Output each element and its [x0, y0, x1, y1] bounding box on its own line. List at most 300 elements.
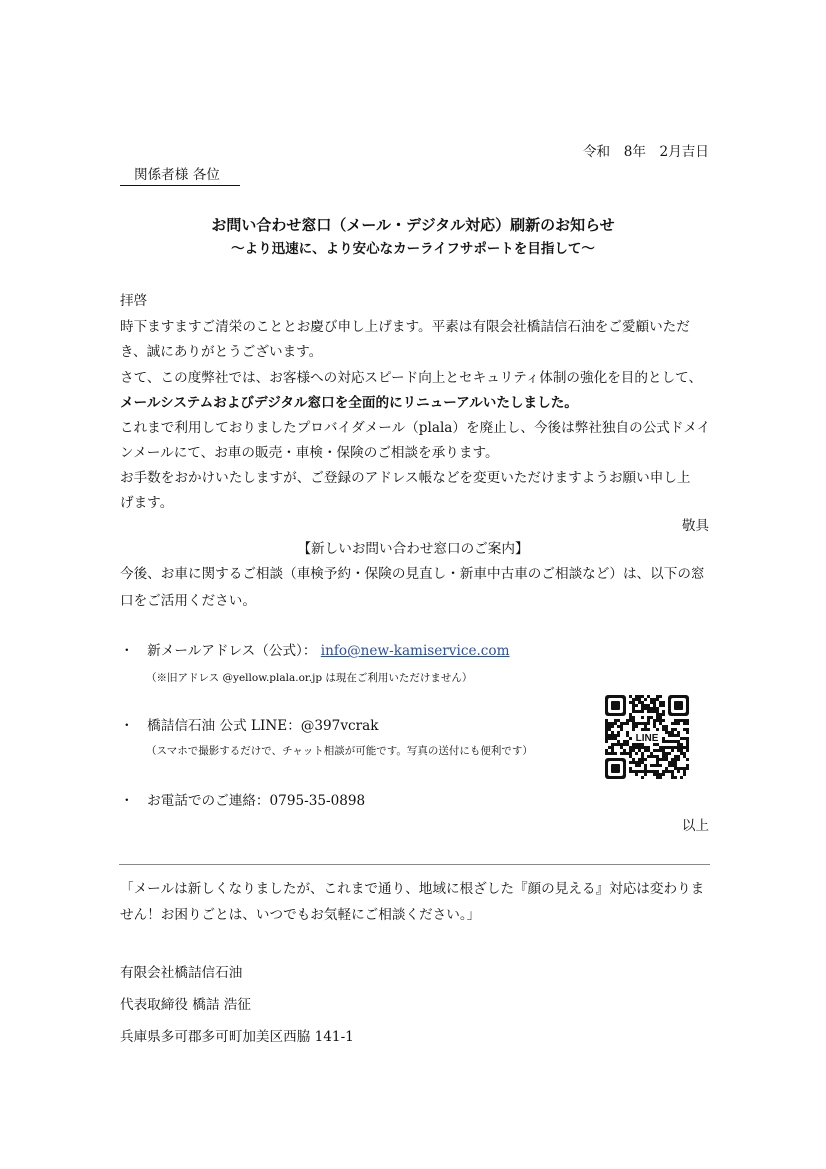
- qr-module: [665, 758, 668, 761]
- qr-module: [650, 698, 653, 701]
- qr-module: [665, 767, 668, 770]
- qr-module: [635, 773, 638, 776]
- qr-module: [671, 749, 674, 752]
- body-line: き、誠にありがとうございます。: [120, 344, 323, 360]
- end-mark: 以上: [681, 818, 709, 834]
- qr-module: [623, 749, 626, 752]
- qr-module: [629, 737, 632, 740]
- qr-module: [671, 731, 674, 734]
- qr-module: [638, 761, 641, 764]
- qr-module: [626, 722, 629, 725]
- qr-module: [656, 755, 659, 758]
- qr-module: [656, 770, 659, 773]
- qr-module: [614, 722, 617, 725]
- qr-module: [626, 752, 629, 755]
- qr-module: [638, 698, 641, 701]
- qr-module: [626, 719, 629, 722]
- qr-finder: [611, 764, 620, 773]
- qr-module: [677, 731, 680, 734]
- qr-module: [644, 725, 647, 728]
- body-line: げます。: [120, 495, 174, 511]
- qr-module: [662, 740, 665, 743]
- qr-module: [671, 770, 674, 773]
- qr-module: [635, 764, 638, 767]
- qr-module: [611, 746, 614, 749]
- qr-module: [686, 740, 689, 743]
- body-line: さて、この度弊社では、お客様への対応スピード向上とセキュリティ体制の強化を目的として、: [120, 370, 703, 386]
- qr-module: [686, 767, 689, 770]
- body-line: これまで利用しておりましたプロバイダメール（plala）を廃止し、今後は弊社独自の公式ドメイ: [120, 420, 711, 436]
- qr-module: [611, 749, 614, 752]
- page-title: お問い合わせ窓口（メール・デジタル対応）刷新のお知らせ: [211, 216, 615, 234]
- qr-module: [674, 767, 677, 770]
- qr-module: [662, 728, 665, 731]
- qr-module: [680, 767, 683, 770]
- qr-module: [632, 728, 635, 731]
- qr-module: [605, 749, 608, 752]
- qr-module: [671, 764, 674, 767]
- qr-module: [659, 776, 662, 779]
- qr-module: [668, 770, 671, 773]
- qr-module: [653, 704, 656, 707]
- qr-module: [647, 770, 650, 773]
- qr-module: [677, 770, 680, 773]
- qr-module: [611, 752, 614, 755]
- qr-module: [611, 725, 614, 728]
- qr-module: [632, 710, 635, 713]
- qr-module: [632, 719, 635, 722]
- qr-module: [644, 722, 647, 725]
- qr-module: [662, 758, 665, 761]
- qr-module: [641, 776, 644, 779]
- qr-module: [647, 746, 650, 749]
- qr-module: [659, 764, 662, 767]
- qr-module: [650, 707, 653, 710]
- section-line: 今後、お車に関するご相談（車検予約・保険の見直し・新車中古車のご相談など）は、以下の窓: [120, 566, 705, 582]
- qr-module: [659, 722, 662, 725]
- qr-module: [668, 734, 671, 737]
- qr-module: [653, 770, 656, 773]
- qr-module: [647, 728, 650, 731]
- qr-module: [611, 743, 614, 746]
- phone-item: ・ お電話でのご連絡：0795-35-0898: [120, 793, 366, 809]
- qr-module: [605, 740, 608, 743]
- qr-module: [629, 767, 632, 770]
- qr-module: [605, 725, 608, 728]
- qr-logo-text: LINE: [635, 733, 659, 744]
- qr-module: [608, 734, 611, 737]
- qr-module: [629, 713, 632, 716]
- qr-module: [611, 731, 614, 734]
- qr-module: [605, 728, 608, 731]
- qr-module: [671, 746, 674, 749]
- qr-module: [671, 734, 674, 737]
- qr-module: [671, 740, 674, 743]
- document-date: 令和 8年 2月吉日: [582, 144, 709, 160]
- qr-module: [650, 716, 653, 719]
- qr-module: [644, 773, 647, 776]
- qr-module: [626, 743, 629, 746]
- qr-module: [632, 770, 635, 773]
- qr-module: [650, 752, 653, 755]
- qr-finder: [674, 701, 683, 710]
- qr-module: [638, 749, 641, 752]
- qr-module: [686, 722, 689, 725]
- greeting: 拝啓: [120, 293, 148, 309]
- page-subtitle: 〜より迅速に、より安心なカーライフサポートを目指して〜: [231, 241, 595, 257]
- qr-module: [644, 746, 647, 749]
- qr-module: [662, 719, 665, 722]
- qr-module: [629, 746, 632, 749]
- qr-module: [674, 740, 677, 743]
- body-line: ンメールにて、お車の販売・車検・保険のご相談を承ります。: [120, 445, 499, 461]
- qr-module: [656, 716, 659, 719]
- qr-module: [629, 695, 632, 698]
- qr-module: [647, 707, 650, 710]
- qr-module: [683, 773, 686, 776]
- qr-module: [647, 695, 650, 698]
- qr-module: [677, 740, 680, 743]
- qr-module: [659, 701, 662, 704]
- qr-module: [620, 752, 623, 755]
- qr-module: [608, 737, 611, 740]
- qr-module: [665, 740, 668, 743]
- qr-module: [677, 734, 680, 737]
- qr-module: [653, 698, 656, 701]
- qr-module: [668, 731, 671, 734]
- company-name: 有限会社橋詰信石油: [120, 965, 243, 981]
- qr-module: [674, 728, 677, 731]
- qr-module: [674, 746, 677, 749]
- email-item: [120, 642, 510, 660]
- qr-module: [680, 752, 683, 755]
- qr-module: [677, 758, 680, 761]
- qr-module: [644, 698, 647, 701]
- qr-module: [668, 746, 671, 749]
- qr-module: [665, 731, 668, 734]
- qr-module: [629, 752, 632, 755]
- email-note: （※旧アドレス @yellow.plala.or.jp は現在ご利用いただけません）: [146, 672, 473, 684]
- qr-module: [686, 758, 689, 761]
- qr-module: [641, 758, 644, 761]
- qr-module: [686, 737, 689, 740]
- qr-module: [644, 764, 647, 767]
- qr-module: [617, 740, 620, 743]
- qr-module: [659, 713, 662, 716]
- qr-module: [647, 722, 650, 725]
- qr-module: [653, 764, 656, 767]
- qr-module: [656, 758, 659, 761]
- qr-module: [665, 725, 668, 728]
- qr-module: [662, 701, 665, 704]
- qr-module: [659, 773, 662, 776]
- qr-module: [653, 719, 656, 722]
- qr-module: [647, 716, 650, 719]
- qr-module: [662, 749, 665, 752]
- qr-module: [680, 737, 683, 740]
- qr-module: [620, 728, 623, 731]
- qr-module: [668, 752, 671, 755]
- qr-module: [650, 770, 653, 773]
- qr-module: [659, 716, 662, 719]
- qr-module: [629, 719, 632, 722]
- qr-module: [656, 695, 659, 698]
- qr-module: [659, 719, 662, 722]
- qr-module: [650, 764, 653, 767]
- qr-module: [662, 752, 665, 755]
- qr-module: [638, 722, 641, 725]
- qr-module: [608, 725, 611, 728]
- qr-module: [614, 737, 617, 740]
- line-note: （スマホで撮影するだけで、チャット相談が可能です。写真の送付にも便利です）: [146, 745, 533, 757]
- qr-module: [647, 704, 650, 707]
- qr-module: [653, 725, 656, 728]
- qr-module: [662, 737, 665, 740]
- qr-module: [608, 728, 611, 731]
- qr-module: [620, 722, 623, 725]
- qr-module: [644, 767, 647, 770]
- qr-module: [674, 776, 677, 779]
- qr-module: [614, 743, 617, 746]
- qr-module: [674, 758, 677, 761]
- qr-module: [686, 764, 689, 767]
- qr-module: [632, 761, 635, 764]
- qr-module: [632, 743, 635, 746]
- qr-module: [638, 695, 641, 698]
- qr-module: [641, 707, 644, 710]
- qr-module: [635, 722, 638, 725]
- qr-module: [632, 707, 635, 710]
- qr-module: [656, 749, 659, 752]
- qr-module: [662, 713, 665, 716]
- qr-module: [671, 761, 674, 764]
- qr-module: [638, 764, 641, 767]
- qr-module: [653, 701, 656, 704]
- addressee-text: 関係者様 各位: [134, 167, 220, 183]
- qr-module: [686, 746, 689, 749]
- qr-module: [671, 776, 674, 779]
- qr-module: [674, 755, 677, 758]
- qr-module: [623, 743, 626, 746]
- qr-module: [677, 746, 680, 749]
- qr-module: [662, 770, 665, 773]
- address: 兵庫県多可郡多可町加美区西脇 141-1: [120, 1029, 354, 1045]
- qr-module: [647, 749, 650, 752]
- qr-module: [683, 728, 686, 731]
- line-qr-code: [605, 695, 689, 779]
- body-line: 時下ますますご清栄のこととお慶び申し上げます。平素は有限会社橋詰信石油をご愛顧いただ: [120, 319, 690, 335]
- qr-module: [644, 704, 647, 707]
- qr-module: [662, 710, 665, 713]
- qr-module: [650, 755, 653, 758]
- qr-module: [686, 731, 689, 734]
- qr-module: [671, 728, 674, 731]
- qr-module: [638, 701, 641, 704]
- qr-module: [635, 746, 638, 749]
- qr-module: [674, 764, 677, 767]
- qr-module: [656, 719, 659, 722]
- qr-module: [638, 770, 641, 773]
- qr-module: [653, 755, 656, 758]
- qr-module: [635, 752, 638, 755]
- qr-module: [680, 749, 683, 752]
- qr-module: [683, 746, 686, 749]
- qr-module: [641, 716, 644, 719]
- qr-module: [641, 761, 644, 764]
- qr-module: [635, 695, 638, 698]
- qr-module: [683, 722, 686, 725]
- qr-module: [659, 704, 662, 707]
- qr-module: [623, 752, 626, 755]
- qr-module: [635, 761, 638, 764]
- qr-module: [620, 743, 623, 746]
- divider: [119, 864, 710, 865]
- qr-module: [656, 698, 659, 701]
- qr-module: [677, 755, 680, 758]
- qr-module: [617, 719, 620, 722]
- addressee: [120, 166, 240, 186]
- qr-module: [641, 755, 644, 758]
- qr-module: [680, 743, 683, 746]
- quote-line: 「メールは新しくなりましたが、これまで通り、地域に根ざした『顔の見える』対応は変わりま: [120, 881, 705, 897]
- qr-module: [620, 746, 623, 749]
- qr-module: [641, 728, 644, 731]
- representative: 代表取締役 橋詰 浩征: [120, 997, 251, 1013]
- qr-module: [644, 728, 647, 731]
- qr-module: [665, 728, 668, 731]
- qr-module: [638, 710, 641, 713]
- qr-module: [605, 719, 608, 722]
- qr-module: [626, 740, 629, 743]
- qr-module: [671, 773, 674, 776]
- qr-module: [680, 719, 683, 722]
- qr-module: [614, 719, 617, 722]
- qr-module: [617, 734, 620, 737]
- qr-module: [665, 752, 668, 755]
- qr-module: [614, 734, 617, 737]
- qr-module: [650, 701, 653, 704]
- qr-module: [659, 746, 662, 749]
- section-line: 口をご活用ください。: [120, 593, 256, 609]
- qr-module: [641, 770, 644, 773]
- qr-module: [665, 770, 668, 773]
- qr-module: [605, 731, 608, 734]
- qr-module: [638, 746, 641, 749]
- qr-module: [608, 722, 611, 725]
- closing: 敬具: [681, 518, 709, 534]
- section-heading: 【新しいお問い合わせ窓口のご案内】: [297, 541, 529, 557]
- email-label: ・ 新メールアドレス（公式）：: [120, 643, 317, 659]
- qr-module: [638, 758, 641, 761]
- qr-module: [677, 743, 680, 746]
- qr-module: [686, 728, 689, 731]
- qr-module: [686, 749, 689, 752]
- qr-module: [656, 764, 659, 767]
- body-line: お手数をおかけいたしますが、ご登録のアドレス帳などを変更いただけますようお願い申し上: [120, 470, 691, 486]
- qr-module: [644, 758, 647, 761]
- qr-module: [674, 761, 677, 764]
- qr-module: [677, 719, 680, 722]
- qr-module: [632, 758, 635, 761]
- qr-module: [671, 722, 674, 725]
- quote-line: せん！お困りごとは、いつでもお気軽にご相談ください。」: [120, 907, 481, 923]
- qr-module: [629, 761, 632, 764]
- qr-module: [671, 758, 674, 761]
- qr-module: [653, 749, 656, 752]
- qr-module: [686, 743, 689, 746]
- qr-module: [683, 755, 686, 758]
- qr-module: [626, 734, 629, 737]
- qr-module: [632, 704, 635, 707]
- qr-module: [635, 725, 638, 728]
- email-link[interactable]: info@new-kamiservice.com: [320, 643, 510, 659]
- qr-module: [656, 728, 659, 731]
- qr-module: [632, 716, 635, 719]
- qr-module: [635, 710, 638, 713]
- qr-module: [611, 737, 614, 740]
- qr-module: [665, 755, 668, 758]
- qr-module: [611, 734, 614, 737]
- qr-module: [632, 725, 635, 728]
- line-item: ・ 橋詰信石油 公式 LINE：@397vcrak: [120, 718, 379, 734]
- qr-module: [677, 749, 680, 752]
- qr-module: [632, 746, 635, 749]
- qr-module: [683, 737, 686, 740]
- qr-module: [665, 746, 668, 749]
- qr-module: [662, 773, 665, 776]
- qr-module: [635, 770, 638, 773]
- qr-module: [632, 698, 635, 701]
- qr-module: [656, 710, 659, 713]
- qr-module: [683, 719, 686, 722]
- qr-module: [617, 725, 620, 728]
- qr-module: [623, 740, 626, 743]
- qr-module: [677, 722, 680, 725]
- qr-module: [629, 770, 632, 773]
- qr-module: [653, 707, 656, 710]
- qr-module: [629, 701, 632, 704]
- qr-module: [656, 776, 659, 779]
- qr-module: [641, 701, 644, 704]
- qr-module: [656, 773, 659, 776]
- body-line-emphasis: メールシステムおよびデジタル窓口を全面的にリニューアルいたしました。: [120, 395, 578, 411]
- qr-module: [632, 722, 635, 725]
- qr-module: [653, 722, 656, 725]
- qr-module: [605, 734, 608, 737]
- qr-module: [653, 773, 656, 776]
- qr-module: [617, 731, 620, 734]
- qr-module: [683, 767, 686, 770]
- qr-module: [653, 710, 656, 713]
- qr-module: [614, 752, 617, 755]
- qr-module: [662, 725, 665, 728]
- qr-module: [677, 767, 680, 770]
- qr-module: [650, 710, 653, 713]
- qr-module: [644, 707, 647, 710]
- qr-module: [635, 698, 638, 701]
- qr-module: [620, 725, 623, 728]
- qr-module: [686, 719, 689, 722]
- qr-module: [641, 752, 644, 755]
- qr-module: [605, 722, 608, 725]
- qr-module: [632, 749, 635, 752]
- qr-module: [608, 746, 611, 749]
- qr-module: [635, 704, 638, 707]
- qr-finder: [611, 701, 620, 710]
- qr-module: [641, 710, 644, 713]
- qr-module: [662, 704, 665, 707]
- qr-module: [680, 776, 683, 779]
